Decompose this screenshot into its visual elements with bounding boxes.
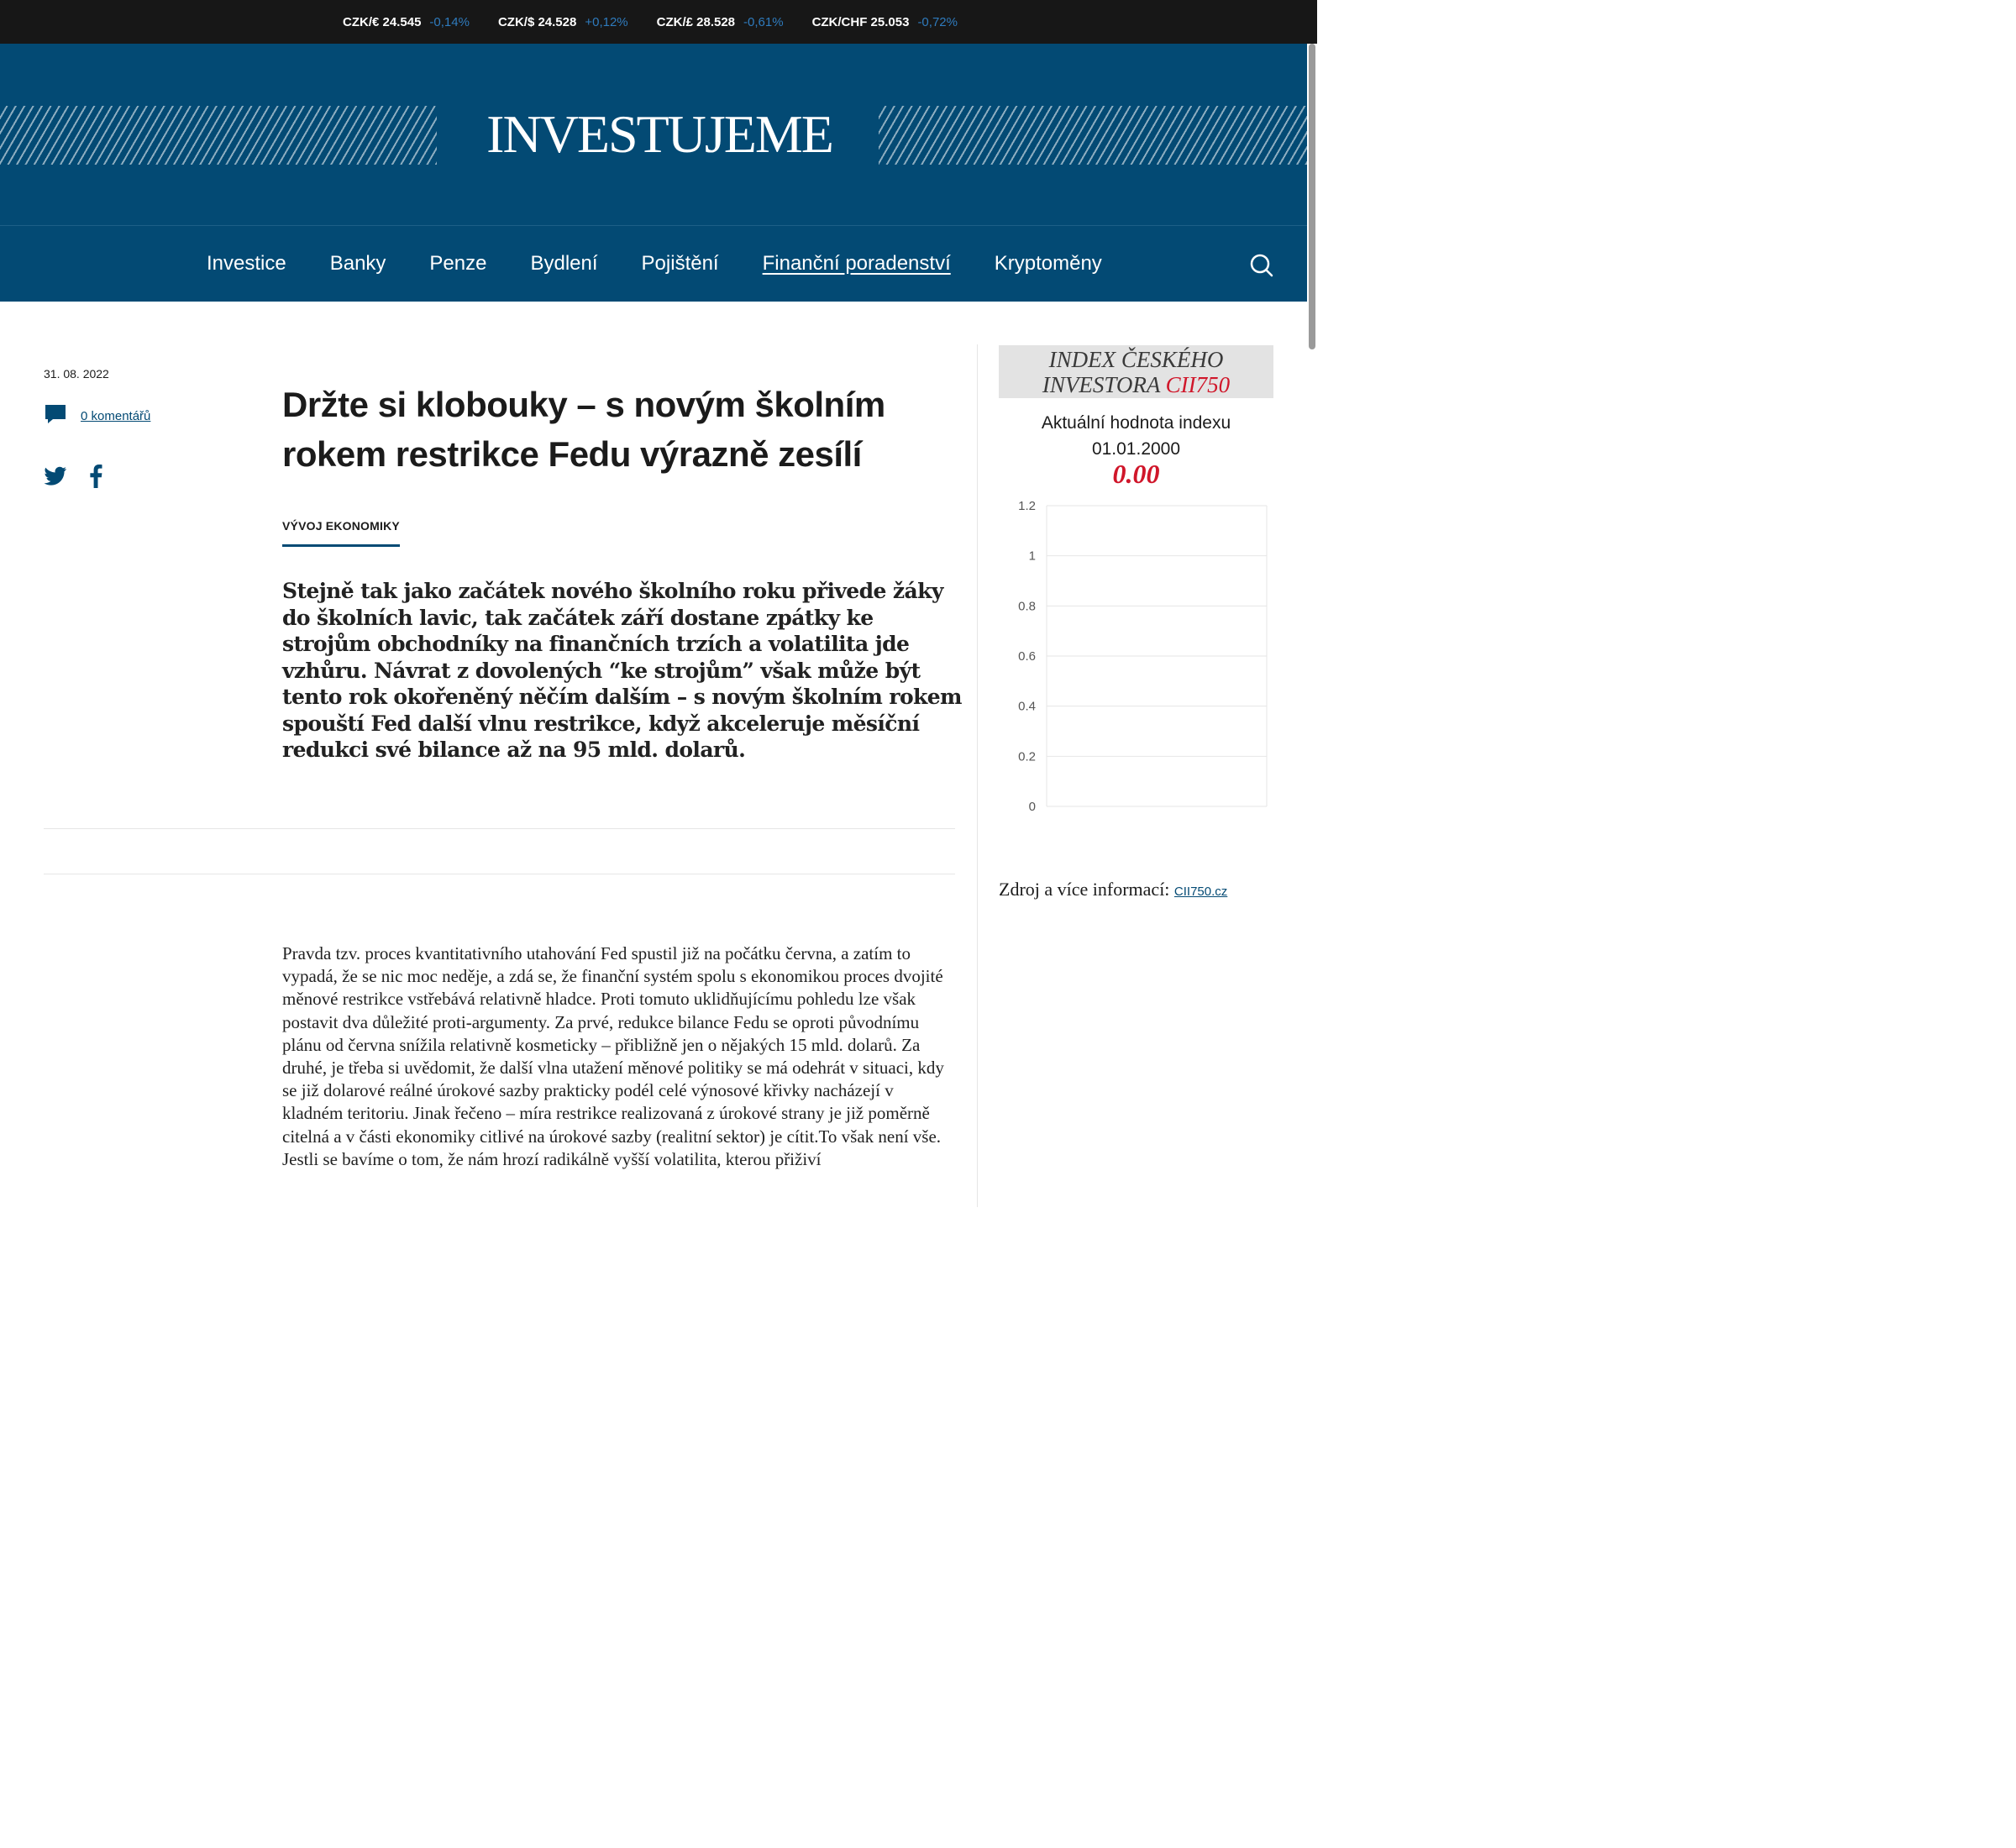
search-icon[interactable] [1250, 254, 1273, 277]
ticker-item [657, 15, 784, 29]
ticker-item [343, 15, 470, 29]
ticker-pair: CZK/$ 24.528 [497, 14, 577, 29]
article-body: Pravda tzv. proces kvantitativního utahování Fed spustil již na počátku června, a zatím to vypadá, že se nic moc neděje, a zdá se, že finanční systém spolu s ekonomikou proces dvojité měnové restrikce vstřebává relativně hladce. Proti tomuto uklidňujícímu pohledu lze však postavit dva důležité proti-argumenty. Za prvé, redukce bilance Fedu se oproti původnímu plánu od června snížila relativně kosmeticky – přibližně jen o nějakých 15 mld. dolarů. Za druhé, je třeba si uvědomit, že další vlna utažení měnové politiky se má odehrát v situaci, kdy se již dolarové reálné úrokové sazby prakticky podél celé výnosové křivky nacházejí v kladném teritoriu. Jinak řečeno – míra restrikce realizovaná z úrokové strany je již poměrně citelná a v části ekonomiky citlivé na úrokové sazby (realitní sektor) je cítit.To však není vše. Jestli se bavíme o tom, že nám hrozí radikálně vyšší volatilita, kterou přiživí [282, 943, 944, 1169]
ticker-change: -0,14% [429, 14, 470, 29]
index-widget-title-code: CII750 [1165, 372, 1231, 397]
site-logo[interactable]: INVESTUJEME [486, 104, 832, 164]
twitter-icon[interactable] [44, 466, 67, 491]
chart-y-tick-label: 1.2 [1018, 499, 1036, 513]
chart-y-tick-label: 0.6 [1018, 649, 1036, 664]
index-widget-title-line2: INVESTORA [1042, 372, 1160, 397]
index-widget-label: Aktuální hodnota indexu [1041, 413, 1231, 433]
header-pattern-right [879, 106, 1315, 165]
nav-item-kryptomeny[interactable]: Kryptoměny [994, 252, 1102, 275]
nav-item-pojisteni[interactable]: Pojištění [641, 252, 719, 275]
comment-icon[interactable] [44, 403, 67, 429]
ticker-change: -0,61% [743, 14, 784, 29]
index-widget-value: 0.00 [1112, 459, 1160, 489]
nav-item-bydleni[interactable]: Bydlení [530, 252, 598, 275]
divider [44, 828, 955, 829]
chart-y-tick-label: 1 [1028, 549, 1036, 564]
index-widget-date: 01.01.2000 [1091, 439, 1181, 459]
index-widget-title-line1: INDEX ČESKÉHO [1048, 347, 1224, 372]
nav-item-investice[interactable]: Investice [207, 252, 286, 275]
sidebar-separator [977, 344, 978, 1207]
article-date: 31. 08. 2022 [44, 367, 109, 381]
site-header [0, 44, 1317, 225]
scrollbar[interactable] [1307, 44, 1317, 1207]
header-pattern-left [0, 106, 437, 165]
main-nav [0, 225, 1317, 302]
scrollbar-thumb[interactable] [1309, 44, 1315, 349]
ticker-pair: CZK/£ 28.528 [656, 14, 736, 29]
ticker-pair: CZK/CHF 25.053 [811, 14, 910, 29]
index-source-link[interactable]: CII750.cz [1173, 885, 1228, 899]
chart-y-tick-label: 0.4 [1018, 699, 1036, 714]
ticker-pair: CZK/€ 24.545 [343, 14, 422, 29]
index-source [999, 879, 1227, 900]
chart-y-tick-label: 0.8 [1018, 599, 1036, 614]
nav-item-financni-poradenstvi[interactable]: Finanční poradenství [762, 252, 951, 275]
index-source-label: Zdroj a více informací: [999, 879, 1170, 900]
nav-item-banky[interactable]: Banky [329, 252, 386, 275]
index-chart [999, 496, 1273, 823]
article-perex: Stejně tak jako začátek nového školního roku přivede žáky do školních lavic, tak začátek září dostane zpátky ke strojům obchodníky na finančních trzích a volatilita jde vzhůru. Návrat z dovolených “ke strojům” však může být tento rok okořeněný něčím dalším – s novým školním rokem spouští Fed další vlnu restrikce, když akceleruje měsíční redukci své bilance až na 95 mld. dolarů. [282, 579, 962, 762]
index-widget-subtitle [999, 410, 1273, 462]
comments-link[interactable]: 0 komentářů [81, 409, 151, 423]
chart-y-tick-label: 0 [1028, 800, 1036, 814]
ticker-change: -0,72% [917, 14, 958, 29]
ticker-item [812, 15, 958, 29]
facebook-icon[interactable] [89, 465, 102, 492]
index-widget-title [999, 345, 1273, 398]
chart-y-tick-label: 0.2 [1018, 749, 1036, 764]
nav-item-penze[interactable]: Penze [429, 252, 487, 275]
comments [44, 403, 150, 429]
currency-ticker [0, 0, 1317, 44]
ticker-item [498, 15, 628, 29]
ticker-change: +0,12% [585, 14, 628, 29]
share-buttons [44, 465, 102, 492]
article-category-link[interactable]: VÝVOJ EKONOMIKY [282, 519, 400, 547]
article-title: Držte si klobouky – s novým školním rokem restrikce Fedu výrazně zesílí [282, 385, 885, 474]
